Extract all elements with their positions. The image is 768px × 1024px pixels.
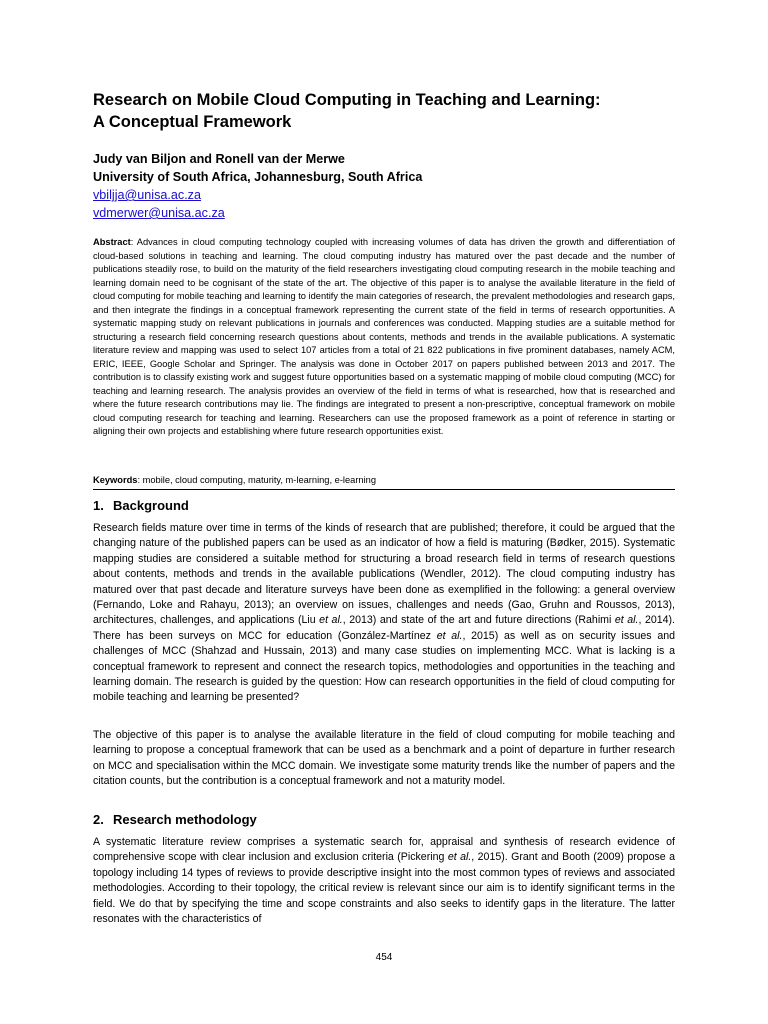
author-block: [93, 150, 675, 222]
email-link-2[interactable]: vdmerwer@unisa.ac.za: [93, 206, 225, 220]
email-link-1[interactable]: vbiljja@unisa.ac.za: [93, 188, 201, 202]
paper-title-line2: A Conceptual Framework: [93, 113, 292, 131]
background-paragraph-2: The objective of this paper is to analyse the available literature in the field of cloud computing for mobile teaching and learning to propose a conceptual framework that can be used as a benchmark and a point of departure in further research on MCC and specialisation within the MCC domain. We investigate some maturity trends like the number of papers and the citation counts, but the contribution is a conceptual framework and not a maturity model.: [93, 729, 675, 788]
et-al-italic: et al.: [447, 851, 472, 864]
abstract-text: : Advances in cloud computing technology coupled with increasing volumes of data has driven the growth and differentiation of cloud-based solutions in teaching and learning. The cloud computing industry has matured over the past decade and the number of publications steadily rose, to build on the maturity of the field researchers investigating cloud computing research in the mobile teaching and learning domain need to be cognisant of the state of the art. The objective of this paper is to analyse the available literature in the field of cloud computing for mobile teaching and learning to identify the main categories of research, the prevalent methodologies and research gaps, and then integrate the findings in a conceptual framework representing the current state of the field in terms of research opportunities. A systematic mapping study on relevant publications in journals and conferences was conducted. Mapping studies are a suitable method for structuring a research field concerning research questions about contents, methods and trends in the available publications. A systematic literature review and mapping was used to select 107 articles from a total of 21 822 publications in five prominent databases, namely ACM, ERIC, IEEE, Google Scholar and Springer. The analysis was done in October 2017 on papers published between 2013 and 2017. The contribution is to classify existing work and suggest future opportunities based on a systematic mapping of mobile cloud computing (MCC) for teaching and learning research. The analysis provides an overview of the field in terms of what is researched, how that is researched and where the future research contributions may lie. The findings are integrated to present a non-prescriptive, conceptual framework on mobile cloud computing research for teaching and learning. Researchers can use the proposed framework as a point of reference in starting or aligning their own projects and establishing where future research opportunities exist.: [93, 237, 675, 436]
text-run: , 2014). There has been surveys on MCC for education (González-Martínez: [93, 614, 675, 642]
methodology-paragraph-1: [93, 835, 675, 927]
abstract-label: Abstract: [93, 237, 131, 247]
section-number: 1.: [93, 498, 104, 513]
section-number: 2.: [93, 812, 104, 827]
section-title: Background: [113, 498, 189, 513]
page-number: 454: [375, 952, 393, 963]
et-al-italic: et al.: [319, 614, 343, 627]
section-heading-background: [93, 497, 675, 515]
section-heading-methodology: [93, 811, 675, 829]
background-paragraph-1: [93, 521, 675, 706]
keywords-label: Keywords: [93, 475, 138, 485]
et-al-italic: et al.: [436, 629, 463, 642]
text-run: A systematic literature review comprises a systematic search for, appraisal and synthesis of research evidence of comprehensive scope with clear inclusion and exclusion criteria (Pickering: [93, 836, 675, 864]
keywords-text: : mobile, cloud computing, maturity, m-learning, e-learning: [137, 475, 376, 485]
et-al-italic: et al.: [614, 614, 639, 627]
author-names: Judy van Biljon and Ronell van der Merwe: [93, 152, 345, 166]
text-run: , 2015) as well as on security issues and challenges of MCC (Shahzad and Hussain, 2013) and many case studies on implementing MCC. What is lacking is a conceptual framework to represent and connect the research topics, methodologies and opportunities in the teaching and learning domain. The research is guided by the question: How can research opportunities in the field of cloud computing for mobile teaching and learning be presented?: [93, 629, 675, 704]
abstract: [93, 236, 675, 439]
text-run: , 2013) and state of the art and future directions (Rahimi: [342, 614, 615, 627]
author-affiliation: University of South Africa, Johannesburg, South Africa: [93, 170, 423, 184]
paper-title: [93, 89, 675, 133]
paper-title-line1: Research on Mobile Cloud Computing in Teaching and Learning:: [93, 91, 601, 109]
section-title: Research methodology: [113, 812, 257, 827]
keywords: [93, 474, 675, 487]
text-run: , 2015). Grant and Booth (2009) propose a topology including 14 types of reviews to provide descriptive insight into the most common types of reviews and associated methodologies. According to their topology, the critical review is relevant since our aim is to identify significant terms in the field. We do that by specifying the time and scope constraints and also seeks to identify gaps in the literature. The latter resonates with the characteristics of: [93, 851, 675, 926]
text-run: Research fields mature over time in terms of the kinds of research that are published; therefore, it could be argued that the changing nature of the published papers can be used as an indicator of how a field is maturing (Bødker, 2015). Systematic mapping studies are considered a suitable method for structuring a broad research field in terms of research questions about contents, methods and trends in the available publications (Wendler, 2012). The cloud computing industry has matured over that past decade and literature surveys have been done as exemplified in the following: a general overview (Fernando, Loke and Rahayu, 2013); an overview on issues, challenges and needs (Gao, Gruhn and Roussos, 2013), architectures, challenges, and applications (Liu: [93, 522, 675, 627]
keywords-divider: [93, 489, 675, 490]
